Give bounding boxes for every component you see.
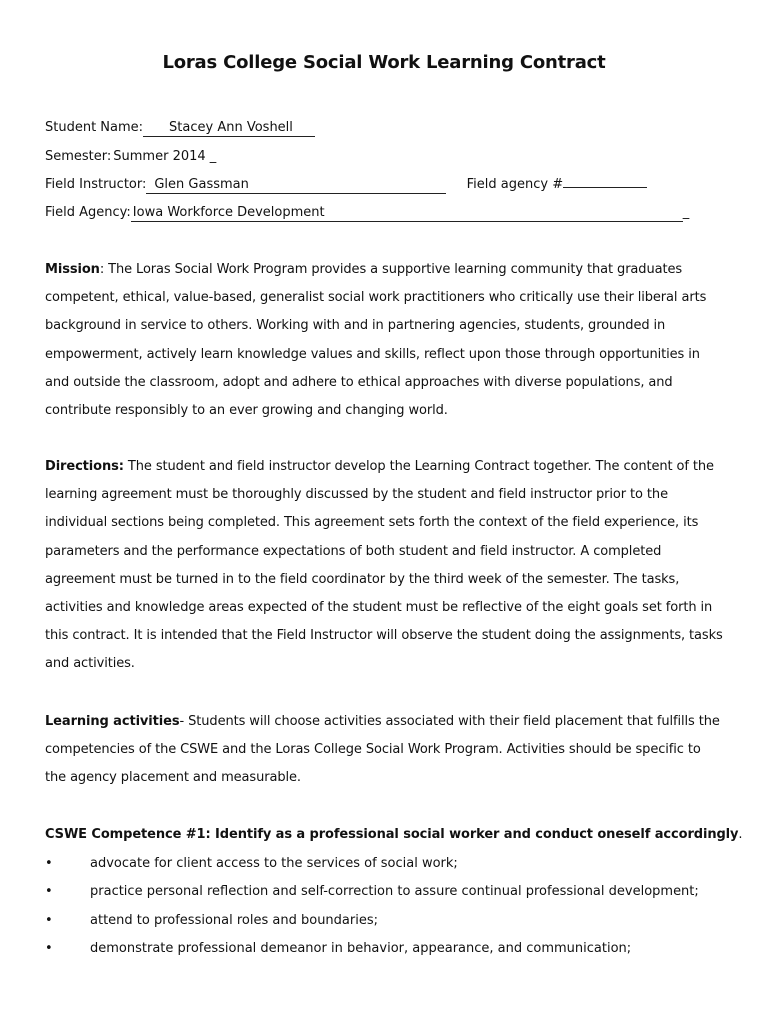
list-item	[45, 907, 735, 935]
learning-activities-text: - Students will choose activities associated with their field placement that fulfills the competencies of the CSWE and the Loras College Social Work Program. Activities should be specific to the agency placement and measurable.	[45, 714, 720, 786]
learning-activities-label: Learning activities	[45, 714, 180, 729]
directions-paragraph	[45, 453, 725, 679]
directions-text: The student and field instructor develop the Learning Contract together. The content of the learning agreement must be thoroughly discussed by the student and field instructor prior to the individual sections being completed. This agreement sets forth the context of the field experience, its parameters and the performance expectations of both student and field instructor. A completed agreement must be turned in to the field coordinator by the third week of the semester. The tasks, activities and knowledge areas expected of the student must be reflective of the eight goals set forth in this contract. It is intended that the Field Instructor will observe the student doing the assignments, tasks and activities.	[45, 459, 723, 672]
semester-row	[45, 149, 231, 165]
field-agency-row	[45, 205, 689, 222]
semester-value: Summer 2014 _	[113, 149, 217, 164]
learning-activities-paragraph	[45, 708, 725, 793]
bullet-text: practice personal reflection and self-correction to assure continual professional development;	[90, 884, 699, 900]
mission-label: Mission	[45, 262, 100, 277]
field-instructor-label: Field Instructor:	[45, 177, 147, 192]
bullet-text: advocate for client access to the services of social work;	[90, 856, 458, 871]
competence-bullet-list	[45, 850, 735, 963]
field-agency-suffix: _	[682, 205, 690, 220]
field-agency-label: Field Agency:	[45, 205, 131, 220]
student-name-value: Stacey Ann Voshell	[143, 120, 315, 137]
directions-label: Directions:	[45, 459, 124, 474]
competence-heading-period: .	[738, 827, 743, 842]
bullet-text: attend to professional roles and boundaries;	[90, 912, 378, 928]
student-name-row	[45, 120, 315, 137]
mission-text: : The Loras Social Work Program provides a supportive learning community that graduates competent, ethical, value-based, generalist social work practitioners who critically use their liberal arts background in service to others. Working with and in partnering agencies, students, grounded in empowerment, actively learn knowledge values and skills, reflect upon those through opportunities in and outside the classroom, adopt and adhere to ethical approaches with diverse populations, and contribute responsibly to an ever growing and changing world.	[45, 262, 707, 419]
bullet-text: demonstrate professional demeanor in behavior, appearance, and communication;	[90, 940, 632, 956]
field-agency-number-label: Field agency #	[466, 177, 564, 192]
mission-paragraph	[45, 256, 725, 425]
bullet-icon: •	[45, 912, 53, 928]
competence-heading-text: CSWE Competence #1: Identify as a professional social worker and conduct oneself accordingly	[45, 827, 739, 842]
field-instructor-row	[45, 177, 647, 194]
field-agency-number-value	[563, 187, 647, 188]
document-title: Loras College Social Work Learning Contract	[162, 52, 606, 73]
student-name-label: Student Name:	[45, 120, 144, 135]
bullet-icon: •	[45, 856, 53, 871]
bullet-icon: •	[45, 884, 53, 900]
list-item	[45, 935, 735, 963]
list-item	[45, 850, 735, 878]
bullet-icon: •	[45, 940, 53, 956]
list-item	[45, 878, 735, 906]
field-agency-value: Iowa Workforce Development	[131, 205, 683, 222]
field-instructor-value: Glen Gassman	[146, 177, 446, 194]
competence-heading	[45, 821, 745, 849]
semester-label: Semester:	[45, 149, 112, 164]
